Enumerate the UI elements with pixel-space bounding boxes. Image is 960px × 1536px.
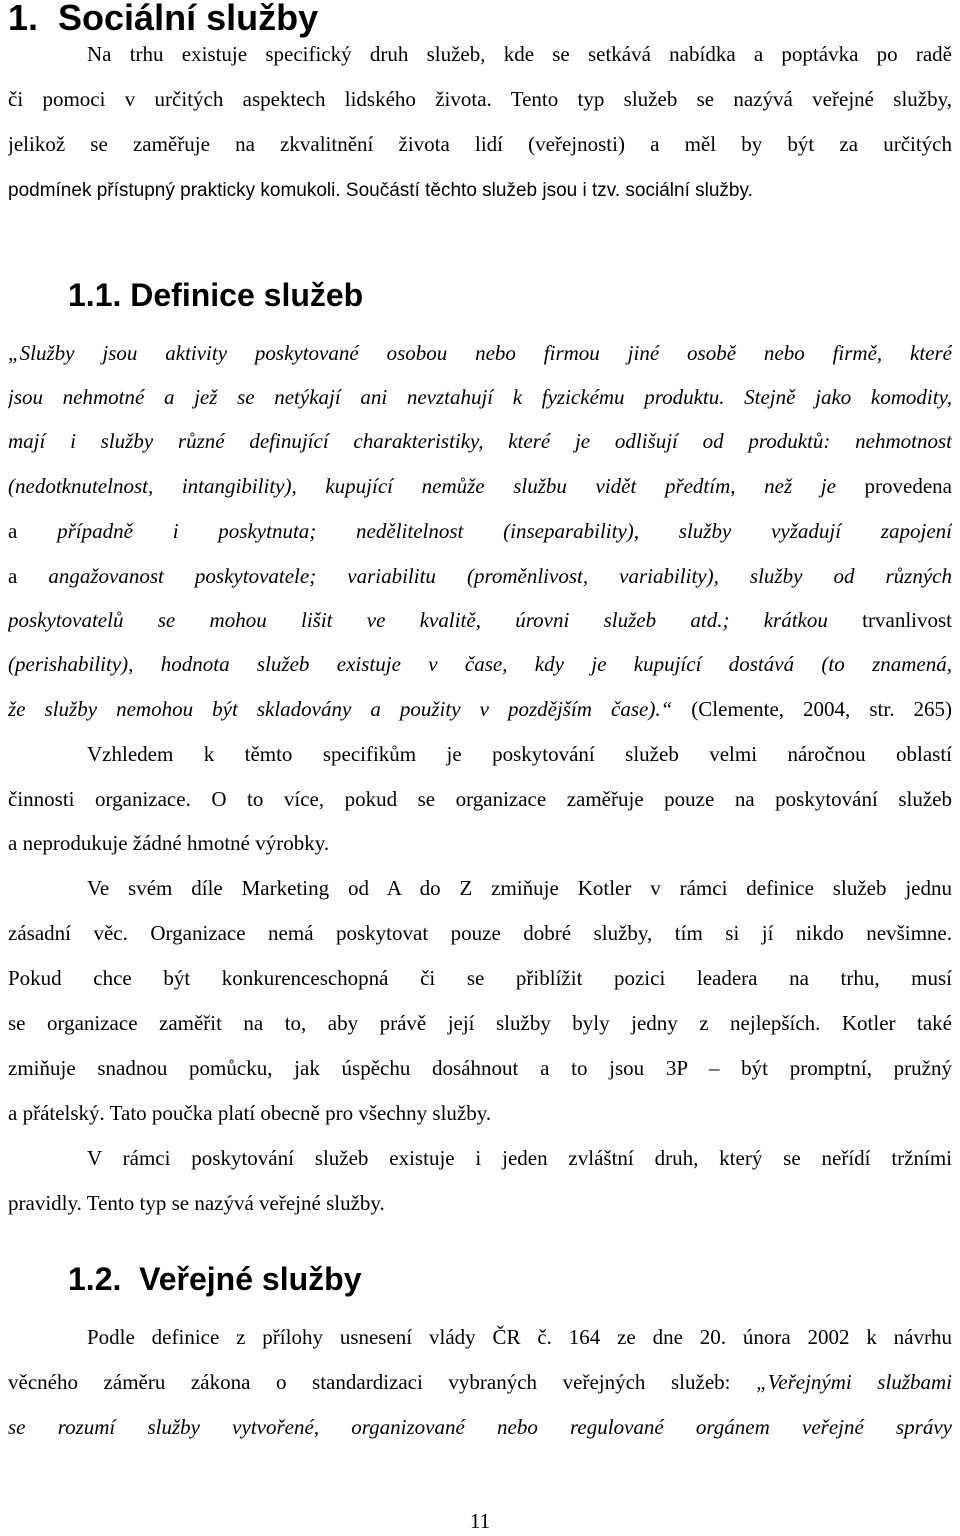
intro-line-4 bbox=[8, 167, 952, 211]
quote-line-10 bbox=[8, 687, 952, 731]
chapter-heading: 1. Sociální služby bbox=[8, 0, 319, 38]
para3-line-2: zásadní věc. Organizace nemá poskytovat pouze dobré služby, tím si jí nikdo nevšimne. bbox=[8, 921, 952, 945]
quote-line-8-italic: poskytovatelů se mohou lišit ve kvalitě, úrovni služeb atd.; krátkou bbox=[8, 608, 828, 632]
section2-line-2-italic: „Veřejnými službami bbox=[756, 1370, 952, 1394]
citation: (Clemente, 2004, str. 265) bbox=[672, 697, 952, 721]
section-heading-definice: 1.1. Definice služeb bbox=[68, 277, 364, 313]
intro-line-3: jelikož se zaměřuje na zkvalitnění života lidí (veřejnosti) a měl by být za určitých bbox=[8, 132, 952, 156]
para3-line-1: Ve svém díle Marketing od A do Z zmiňuje Kotler v rámci definice služeb jednu bbox=[87, 876, 952, 900]
section2-line-2 bbox=[8, 1360, 952, 1404]
quote-line-6-roman: a bbox=[8, 519, 58, 543]
intro-line-4-part-a: podmínek přístupný prakticky komukoli. bbox=[8, 180, 341, 201]
para3-line-4: se organizace zaměřit na to, aby právě její služby byly jedny z nejlepších. Kotler také bbox=[8, 1011, 952, 1035]
quote-line-7-italic: angažovanost poskytovatele; variabilitu (proměnlivost, variability), služby od různých bbox=[48, 564, 952, 588]
intro-line-2: či pomoci v určitých aspektech lidského života. Tento typ služeb se nazývá veřejné služby, bbox=[8, 87, 952, 111]
para3-line-6: a přátelský. Tato poučka platí obecně pro všechny služby. bbox=[8, 1101, 492, 1125]
para3-line-3: Pokud chce být konkurenceschopná či se přiblížit pozici leadera na trhu, musí bbox=[8, 966, 952, 990]
quote-line-4: mají i služby různé definující charakteristiky, které je odlišují od produktů: nehmotnost bbox=[8, 429, 952, 453]
quote-line-7-roman: a bbox=[8, 564, 49, 588]
quote-line-6 bbox=[8, 509, 952, 553]
para2-line-2: činnosti organizace. O to více, pokud se organizace zaměřuje pouze na poskytování služeb bbox=[8, 787, 952, 811]
quote-line-8 bbox=[8, 598, 952, 642]
section2-line-2-roman: věcného záměru zákona o standardizaci vybraných veřejných služeb: bbox=[8, 1370, 757, 1394]
quote-line-7 bbox=[8, 554, 952, 598]
para3-line-5: zmiňuje snadnou pomůcku, jak úspěchu dosáhnout a to jsou 3P – být promptní, pružný bbox=[8, 1056, 952, 1080]
para2-line-1: Vzhledem k těmto specifikům je poskytování služeb velmi náročnou oblastí bbox=[87, 742, 952, 766]
quote-line-2 bbox=[8, 375, 952, 419]
section-heading-verejne: 1.2. Veřejné služby bbox=[68, 1261, 362, 1297]
quote-line-6-italic: případně i poskytnuta; nedělitelnost (inseparability), služby vyžadují zapojení bbox=[57, 519, 952, 543]
intro-line-4-part-b: Součástí těchto služeb jsou i tzv. sociální služby. bbox=[340, 180, 753, 201]
section2-line-1: Podle definice z přílohy usnesení vlády ČR č. 164 ze dne 20. února 2002 k návrhu bbox=[87, 1325, 952, 1349]
quote-line-5-roman: provedena bbox=[835, 474, 952, 498]
quote-line-5-italic: (nedotknutelnost, intangibility), kupující nemůže službu vidět předtím, než je bbox=[8, 474, 836, 498]
quote-line-5 bbox=[8, 464, 952, 508]
page-number: 11 bbox=[469, 1509, 491, 1533]
quote-line-10-italic: že služby nemohou být skladovány a použity v pozdějším čase).“ bbox=[8, 697, 673, 721]
quote-line-8-roman: trvanlivost bbox=[827, 608, 952, 632]
section2-line-3: se rozumí služby vytvořené, organizované nebo regulované orgánem veřejné správy bbox=[8, 1415, 952, 1439]
quote-line-1: „Služby jsou aktivity poskytované osobou nebo firmou jiné osobě nebo firmě, které bbox=[8, 341, 952, 365]
intro-line-1: Na trhu existuje specifický druh služeb, kde se setkává nabídka a poptávka po radě bbox=[87, 42, 952, 66]
quote-line-9: (perishability), hodnota služeb existuje v čase, kdy je kupující dostává (to znamená, bbox=[8, 652, 952, 676]
para2-line-3: a neprodukuje žádné hmotné výrobky. bbox=[8, 831, 330, 855]
para4-line-1: V rámci poskytování služeb existuje i jeden zvláštní druh, který se neřídí tržními bbox=[87, 1146, 952, 1170]
quote-line-3-text: Stejně jako komodity, bbox=[724, 385, 952, 409]
para4-line-2: pravidly. Tento typ se nazývá veřejné služby. bbox=[8, 1191, 385, 1215]
quote-line-2-text: jsou nehmotné a jež se netýkají ani nevztahují k fyzickému produktu. bbox=[8, 385, 725, 409]
